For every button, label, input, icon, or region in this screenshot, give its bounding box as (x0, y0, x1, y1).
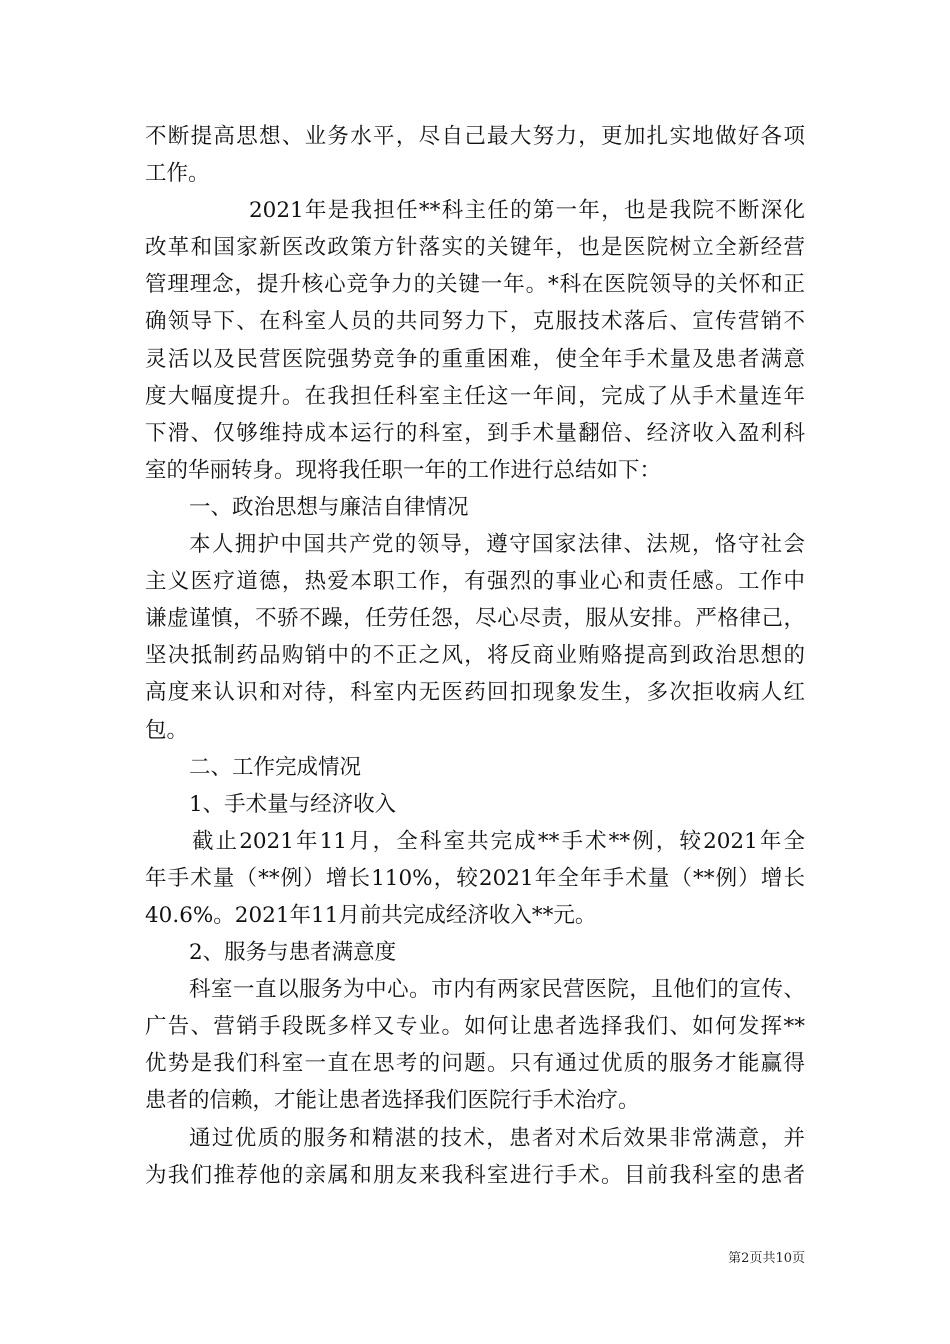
text-line: 主义医疗道德，热爱本职工作，有强烈的事业心和责任感。工作中 (145, 569, 805, 595)
section-heading: 二、工作完成情况 (189, 754, 362, 780)
text-line: 为我们推荐他的亲属和朋友来我科室进行手术。目前我科室的患者 (145, 1162, 805, 1188)
text-line: 患者的信赖，才能让患者选择我们医院行手术治疗。 (145, 1088, 640, 1114)
text-line: 包。 (145, 717, 189, 743)
text-line: 下滑、仅够维持成本运行的科室，到手术量翻倍、经济收入盈利科 (145, 420, 805, 446)
text-line: 确领导下、在科室人员的共同努力下，克服技术落后、宣传营销不 (145, 309, 805, 335)
text-line: 灵活以及民营医院强势竞争的重重困难，使全年手术量及患者满意 (145, 346, 805, 372)
document-body (145, 118, 805, 1194)
page-indicator: 第2页共10页 (728, 1251, 805, 1266)
text-line: 不断提高思想、业务水平，尽自己最大努力，更加扎实地做好各项 (145, 124, 805, 149)
text-line: 科室一直以服务为中心。市内有两家民营医院，且他们的宣传、 (189, 977, 805, 1003)
text-line: 2021年是我担任**科主任的第一年，也是我院不断深化 (249, 198, 805, 224)
subsection-heading: 2、服务与患者满意度 (189, 940, 397, 966)
text-line: 室的华丽转身。现将我任职一年的工作进行总结如下： (145, 457, 662, 483)
text-line: 坚决抵制药品购销中的不正之风，将反商业贿赂提高到政治思想的 (145, 643, 805, 669)
text-line: 年手术量（**例）增长110%，较2021年全年手术量（**例）增长 (145, 865, 805, 891)
text-line: 工作。 (145, 161, 210, 187)
subsection-heading: 1、手术量与经济收入 (189, 791, 397, 817)
text-line: 40.6%。2021年11月前共完成经济收入**元。 (145, 902, 597, 928)
text-line: 广告、营销手段既多样又专业。如何让患者选择我们、如何发挥** (145, 1014, 805, 1040)
text-line: 改革和国家新医改政策方针落实的关键年，也是医院树立全新经营 (145, 235, 805, 261)
text-line: 本人拥护中国共产党的领导，遵守国家法律、法规，恪守社会 (189, 532, 805, 558)
text-line: 高度来认识和对待，科室内无医药回扣现象发生，多次拒收病人红 (145, 680, 805, 706)
text-line: 截止2021年11月，全科室共完成**手术**例，较2021年全 (192, 828, 805, 854)
text-line: 通过优质的服务和精湛的技术，患者对术后效果非常满意，并 (189, 1125, 805, 1151)
section-heading: 一、政治思想与廉洁自律情况 (189, 494, 469, 520)
text-line: 管理理念，提升核心竞争力的关键一年。*科在医院领导的关怀和正 (145, 272, 805, 298)
text-line: 优势是我们科室一直在思考的问题。只有通过优质的服务才能赢得 (145, 1051, 805, 1077)
text-line: 谦虚谨慎，不骄不躁，任劳任怨，尽心尽责，服从安排。严格律己， (145, 606, 805, 632)
text-line: 度大幅度提升。在我担任科室主任这一年间，完成了从手术量连年 (145, 383, 805, 409)
